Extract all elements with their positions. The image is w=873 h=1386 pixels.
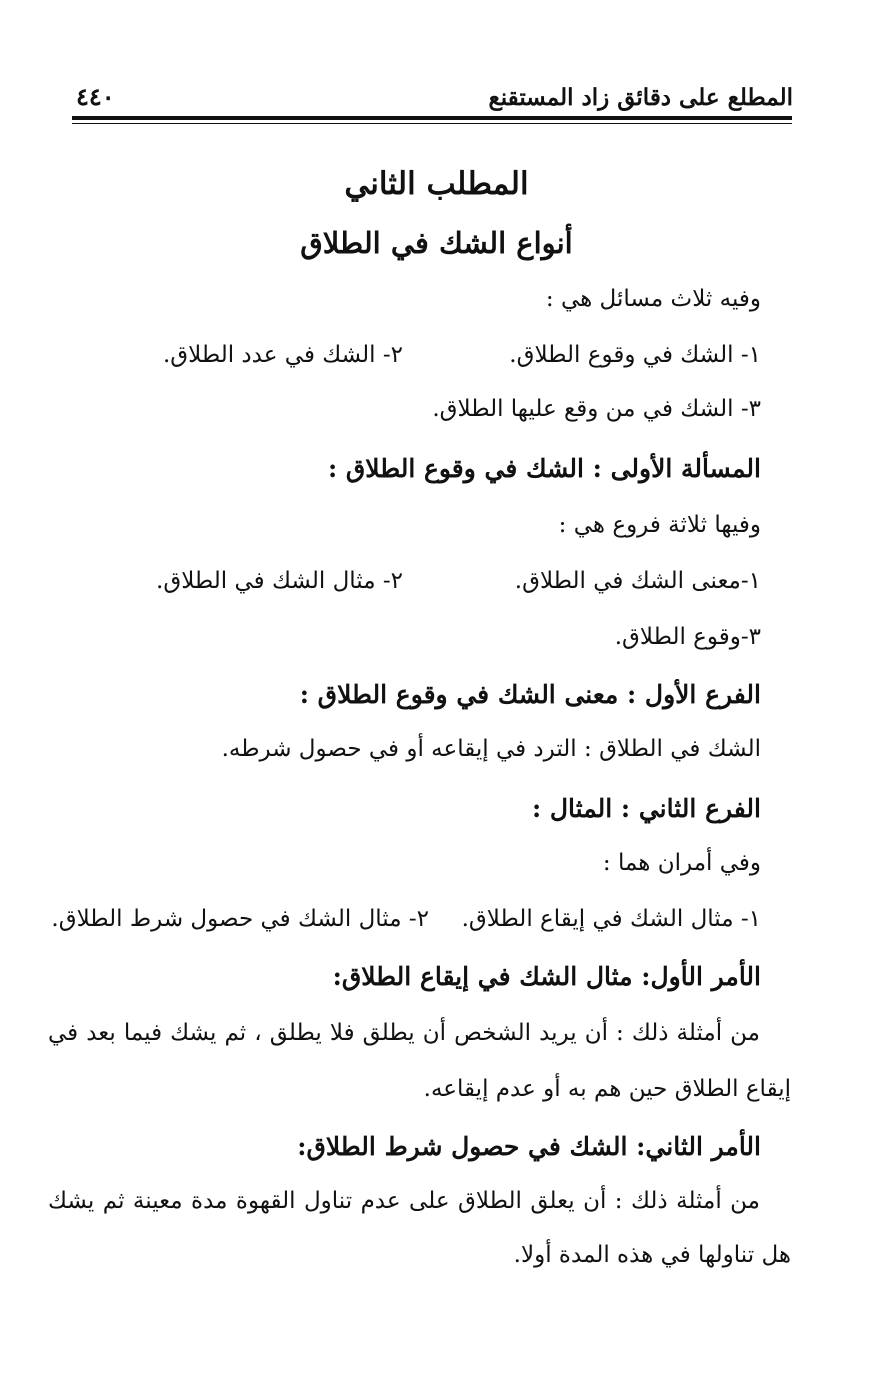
issue1-heading: المسألة الأولى : الشك في وقوع الطلاق :	[327, 454, 761, 483]
branch-item-3: ٣-وقوع الطلاق.	[614, 624, 761, 650]
branch2-intro: وفي أمران هما :	[602, 850, 761, 876]
branch-item-2: ٢- مثال الشك في الطلاق.	[156, 568, 403, 594]
matter2-line-1: من أمثلة ذلك : أن يعلق الطلاق على عدم تناول القهوة مدة معينة ثم يشك	[48, 1188, 760, 1214]
matter2-heading: الأمر الثاني: الشك في حصول شرط الطلاق:	[297, 1132, 761, 1161]
page-number: ٤٤٠	[76, 82, 115, 111]
issue-item-2: ٢- الشك في عدد الطلاق.	[162, 342, 403, 368]
section-subtitle: أنواع الشك في الطلاق	[300, 226, 573, 260]
matter1-heading: الأمر الأول: مثال الشك في إيقاع الطلاق:	[332, 962, 761, 991]
example-item-1: ١- مثال الشك في إيقاع الطلاق.	[461, 906, 761, 932]
header-rule-thin	[72, 123, 792, 124]
header-rule-thick	[72, 116, 792, 120]
branch-item-1: ١-معنى الشك في الطلاق.	[514, 568, 761, 594]
issue1-intro: وفيها ثلاثة فروع هي :	[558, 512, 761, 538]
branch2-heading: الفرع الثاني : المثال :	[531, 794, 761, 823]
running-header-title: المطلع على دقائق زاد المستقنع	[488, 84, 793, 111]
section-title: المطلب الثاني	[344, 166, 529, 202]
matter1-line-2: إيقاع الطلاق حين هم به أو عدم إيقاعه.	[423, 1076, 791, 1102]
intro-line: وفيه ثلاث مسائل هي :	[545, 286, 761, 312]
matter1-line-1: من أمثلة ذلك : أن يريد الشخص أن يطلق فلا يطلق ، ثم يشك فيما بعد في	[48, 1020, 760, 1046]
branch1-heading: الفرع الأول : معنى الشك في وقوع الطلاق :	[299, 680, 761, 709]
issue-item-3: ٣- الشك في من وقع عليها الطلاق.	[432, 396, 761, 422]
example-item-2: ٢- مثال الشك في حصول شرط الطلاق.	[51, 906, 429, 932]
matter2-line-2: هل تناولها في هذه المدة أولا.	[513, 1242, 791, 1268]
branch1-text: الشك في الطلاق : الترد في إيقاعه أو في حصول شرطه.	[221, 736, 761, 762]
issue-item-1: ١- الشك في وقوع الطلاق.	[509, 342, 761, 368]
